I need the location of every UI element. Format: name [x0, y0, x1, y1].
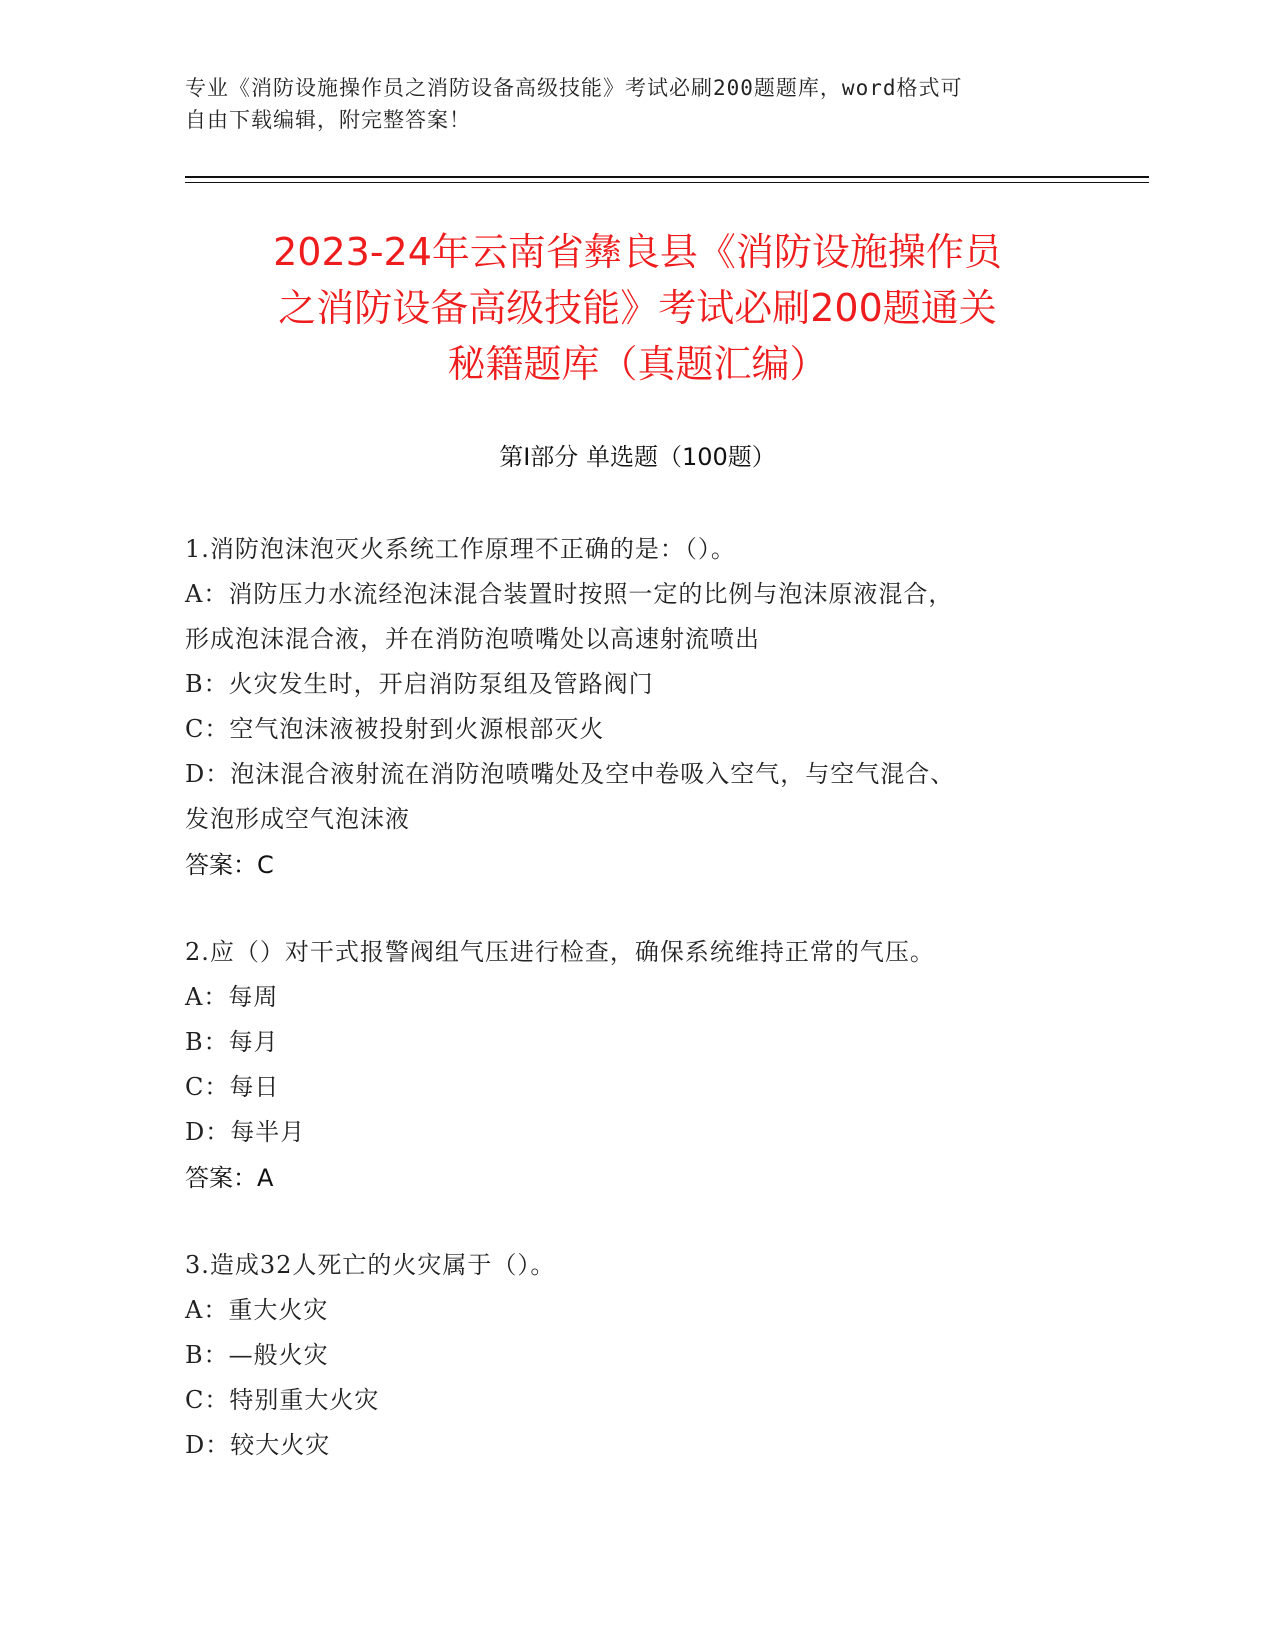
option-d: D：每半月	[185, 1118, 306, 1146]
header-line-1: 专业《消防设施操作员之消防设备高级技能》考试必刷200题题库，word格式可	[185, 76, 963, 100]
question-list	[185, 527, 1065, 1510]
answer-text: 答案：C	[185, 851, 274, 879]
question-3	[185, 1243, 1065, 1468]
option-a: A：重大火灾	[185, 1296, 329, 1324]
option-a-continued: 形成泡沫混合液，并在消防泡喷嘴处以高速射流喷出	[185, 625, 760, 653]
option-d-continued: 发泡形成空气泡沫液	[185, 805, 410, 833]
option-a: A：每周	[185, 983, 279, 1011]
option-b: B：—般火灾	[185, 1341, 329, 1369]
option-b: B：火灾发生时，开启消防泵组及管路阀门	[185, 670, 654, 698]
option-b: B：每月	[185, 1028, 279, 1056]
option-d: D：较大火灾	[185, 1431, 331, 1459]
document-title	[160, 224, 1115, 392]
document-header	[185, 72, 1075, 136]
option-d: D：泡沫混合液射流在消防泡喷嘴处及空中卷吸入空气，与空气混合、	[185, 760, 956, 788]
option-c: C：特别重大火灾	[185, 1386, 380, 1414]
question-stem: 2.应（）对干式报警阀组气压进行检查，确保系统维持正常的气压。	[185, 938, 935, 966]
question-stem: 3.造成32人死亡的火灾属于（）。	[185, 1251, 556, 1279]
title-line-1: 2023-24年云南省彝良县《消防设施操作员	[273, 230, 1002, 274]
question-stem: 1.消防泡沫泡灭火系统工作原理不正确的是：（）。	[185, 535, 736, 563]
option-c: C：空气泡沫液被投射到火源根部灭火	[185, 715, 605, 743]
question-1	[185, 527, 1065, 888]
title-line-3: 秘籍题库（真题汇编）	[447, 342, 828, 386]
header-divider-thin	[185, 182, 1149, 183]
header-divider-thick	[185, 176, 1149, 178]
header-line-2: 自由下载编辑，附完整答案！	[185, 108, 471, 132]
answer-text: 答案：A	[185, 1164, 274, 1192]
option-c: C：每日	[185, 1073, 280, 1101]
title-line-2: 之消防设备高级技能》考试必刷200题通关	[278, 286, 997, 330]
section-title: 第Ⅰ部分 单选题（100题）	[499, 443, 776, 471]
question-2	[185, 930, 1065, 1201]
option-a: A：消防压力水流经泡沫混合装置时按照一定的比例与泡沫原液混合，	[185, 580, 954, 608]
